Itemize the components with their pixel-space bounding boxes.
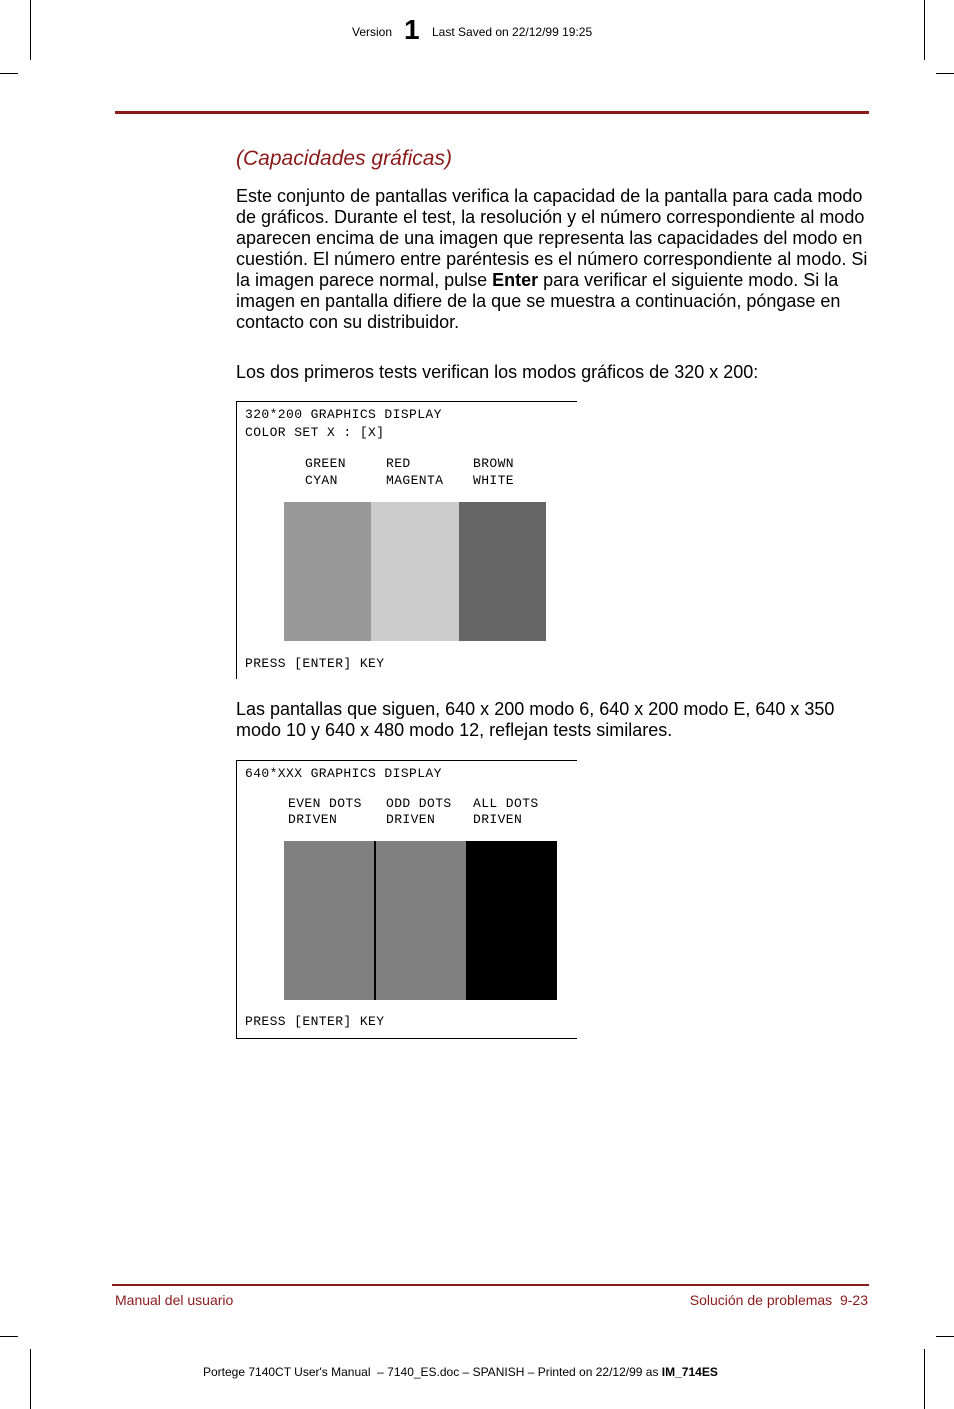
crop-mark	[924, 1349, 925, 1409]
dot-bar-1	[284, 841, 374, 1000]
footer-manual-title: Manual del usuario	[115, 1292, 234, 1308]
col3-label: BROWN	[473, 456, 515, 471]
col2-label: ODD DOTS	[386, 796, 452, 811]
print-info	[203, 1365, 718, 1379]
col3-label-2: DRIVEN	[473, 812, 523, 827]
crop-mark	[924, 0, 925, 60]
crop-mark	[0, 1336, 18, 1337]
dot-bar-2	[376, 841, 466, 1000]
col2-label-2: MAGENTA	[386, 473, 444, 488]
enter-key-label: Enter	[492, 270, 539, 290]
screen-title: 320*200 GRAPHICS DISPLAY	[245, 407, 442, 422]
intro-text-cont: para verificar el siguiente modo. Si la imagen en pantalla difiere de la que se muestra a continuación, póngase en contacto con su distribuidor.	[236, 270, 841, 332]
color-bar-2	[371, 502, 459, 641]
first-tests-paragraph: Los dos primeros tests verifican los modos gráficos de 320 x 200:	[236, 362, 759, 382]
screen-footer: PRESS [ENTER] KEY	[245, 656, 385, 671]
screen-subtitle: COLOR SET X : [X]	[245, 425, 385, 440]
footer-page-ref: Solución de problemas 9-23	[689, 1292, 868, 1308]
crop-mark	[30, 0, 31, 60]
section-heading: (Capacidades gráficas)	[236, 147, 452, 170]
last-saved: Last Saved on 22/12/99 19:25	[432, 25, 593, 39]
crop-mark	[936, 1336, 954, 1337]
col1-label: EVEN DOTS	[288, 796, 362, 811]
print-info-code: IM_714ES	[661, 1365, 718, 1379]
col1-label-2: DRIVEN	[288, 812, 338, 827]
print-info-text: Portege 7140CT User's Manual – 7140_ES.doc – SPANISH – Printed on 22/12/99 as	[203, 1365, 662, 1379]
graphics-screen-320	[236, 401, 577, 679]
crop-mark	[30, 1349, 31, 1409]
col1-label-2: CYAN	[305, 473, 338, 488]
col1-label: GREEN	[305, 456, 347, 471]
top-rule	[115, 111, 869, 114]
graphics-screen-640	[236, 760, 577, 1039]
version-number: 1	[404, 14, 420, 45]
col3-label: ALL DOTS	[473, 796, 539, 811]
col2-label: RED	[386, 456, 411, 471]
screen-footer: PRESS [ENTER] KEY	[245, 1014, 385, 1029]
intro-text: Este conjunto de pantallas verifica la capacidad de la pantalla para cada modo de gráficos. Durante el test, la resolución y el número correspondiente al modo aparecen encima de una imagen que representa las capacidades del modo en cuestión. El número entre paréntesis es el número correspondiente al modo. Si la imagen parece normal, pulse	[236, 186, 868, 290]
similar-tests-paragraph: Las pantallas que siguen, 640 x 200 modo 6, 640 x 200 modo E, 640 x 350 modo 10 y 640 x 480 modo 12, reflejan tests similares.	[236, 699, 835, 740]
version-label: Version	[352, 25, 393, 39]
screen-title: 640*XXX GRAPHICS DISPLAY	[245, 766, 442, 781]
color-bar-1	[284, 502, 371, 641]
bottom-rule	[112, 1284, 869, 1286]
intro-paragraph	[236, 186, 876, 333]
crop-mark	[936, 73, 954, 74]
crop-mark	[0, 73, 18, 74]
col2-label-2: DRIVEN	[386, 812, 436, 827]
dot-bar-3	[466, 841, 557, 1000]
col3-label-2: WHITE	[473, 473, 515, 488]
color-bar-3	[459, 502, 546, 641]
